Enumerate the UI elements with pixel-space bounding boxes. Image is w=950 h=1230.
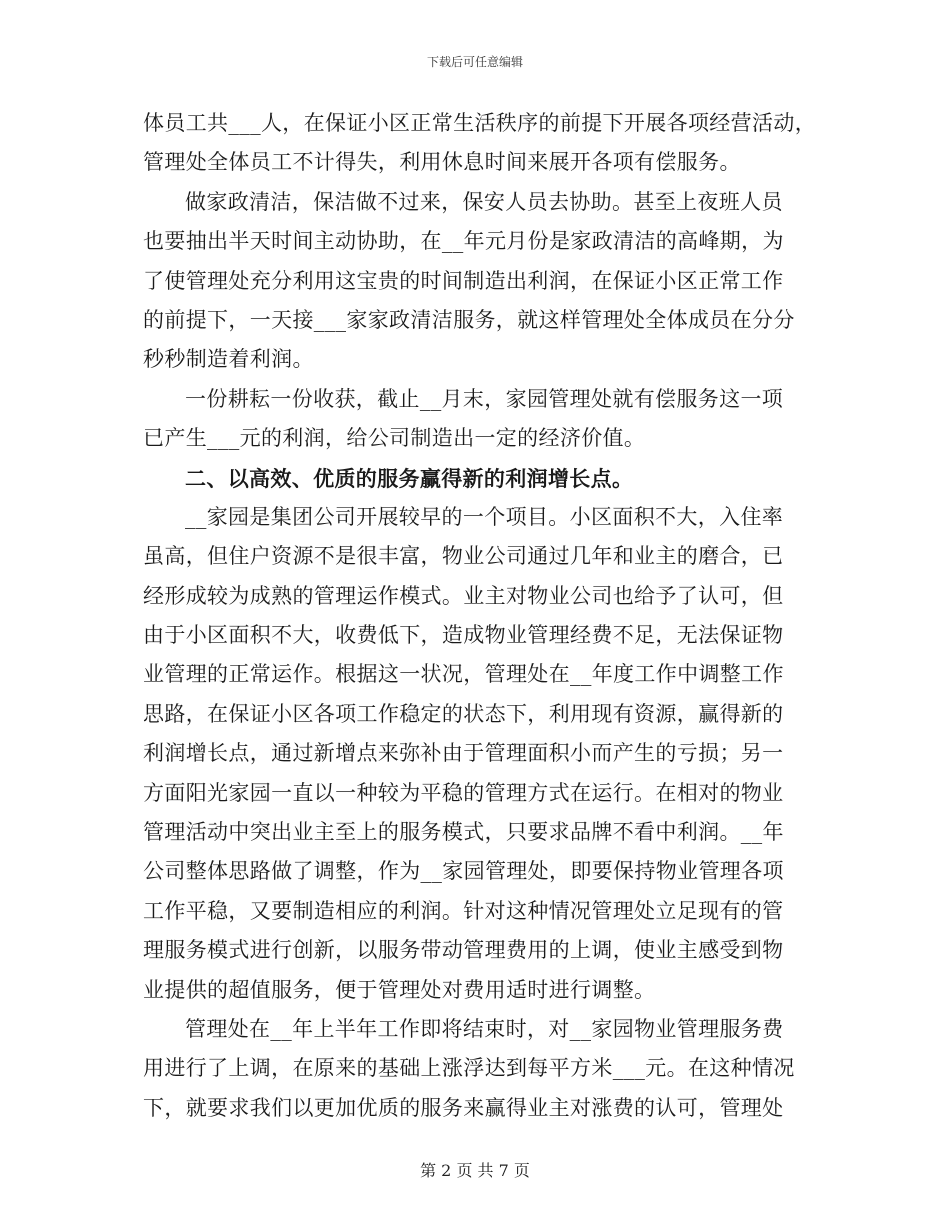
paragraph-line: 由于小区面积不大，收费低下，造成物业管理经费不足，无法保证物 xyxy=(143,623,784,648)
paragraph-line: 管理活动中突出业主至上的服务模式，只要求品牌不看中利润。__年 xyxy=(143,820,784,845)
paragraph-line: 也要抽出半天时间主动协助，在__年元月份是家政清洁的高峰期，为 xyxy=(143,229,784,254)
paragraph-line: 方面阳光家园一直以一种较为平稳的管理方式在运行。在相对的物业 xyxy=(143,780,784,805)
paragraph-line: 了使管理处充分利用这宝贵的时间制造出利润，在保证小区正常工作 xyxy=(143,268,784,293)
paragraph-line: 理服务模式进行创新，以服务带动管理费用的上调，使业主感受到物 xyxy=(143,938,784,963)
paragraph-line: 业管理的正常运作。根据这一状况，管理处在__年度工作中调整工作 xyxy=(143,662,784,687)
section-heading: 二、以高效、优质的服务赢得新的利润增长点。 xyxy=(185,465,634,491)
paragraph-line: 公司整体思路做了调整，作为__家园管理处，即要保持物业管理各项 xyxy=(143,859,784,884)
header-note: 下载后可任意编辑 xyxy=(426,55,523,69)
paragraph-line: 下，就要求我们以更加优质的服务来赢得业主对涨费的认可，管理处 xyxy=(143,1095,784,1120)
paragraph-line: 秒秒制造着利润。 xyxy=(143,347,314,372)
body-text xyxy=(143,104,817,1128)
paragraph-line: 做家政清洁，保洁做不过来，保安人员去协助。甚至上夜班人员 xyxy=(185,189,783,214)
paragraph-line: 用进行了上调，在原来的基础上涨浮达到每平方米___元。在这种情况 xyxy=(143,1056,795,1081)
paragraph-line: 业提供的超值服务，便于管理处对费用适时进行调整。 xyxy=(143,977,656,1002)
paragraph-line: 工作平稳，又要制造相应的利润。针对这种情况管理处立足现有的管 xyxy=(143,898,784,923)
paragraph-line: 一份耕耘一份收获，截止__月末，家园管理处就有偿服务这一项 xyxy=(185,386,784,411)
paragraph-line: 思路，在保证小区各项工作稳定的状态下，利用现有资源，赢得新的 xyxy=(143,701,784,726)
paragraph-line: 经形成较为成熟的管理运作模式。业主对物业公司也给予了认可，但 xyxy=(143,583,784,608)
paragraph-line: 虽高，但住户资源不是很丰富，物业公司通过几年和业主的磨合，已 xyxy=(143,544,784,569)
paragraph-line: __家园是集团公司开展较早的一个项目。小区面积不大，入住率 xyxy=(185,504,784,529)
paragraph-line: 体员工共___人，在保证小区正常生活秩序的前提下开展各项经营活动， xyxy=(143,111,817,135)
paragraph-line: 已产生___元的利润，给公司制造出一定的经济价值。 xyxy=(143,426,646,451)
paragraph-line: 管理处在__年上半年工作即将结束时，对__家园物业管理服务费 xyxy=(185,1016,784,1041)
page-number: 第 2 页 共 7 页 xyxy=(420,1161,530,1180)
paragraph-line: 的前提下，一天接___家家政清洁服务，就这样管理处全体成员在分分 xyxy=(143,307,795,332)
paragraph-line: 利润增长点，通过新增点来弥补由于管理面积小而产生的亏损；另一 xyxy=(143,741,784,766)
paragraph-line: 管理处全体员工不计得失，利用休息时间来展开各项有偿服务。 xyxy=(143,150,741,175)
